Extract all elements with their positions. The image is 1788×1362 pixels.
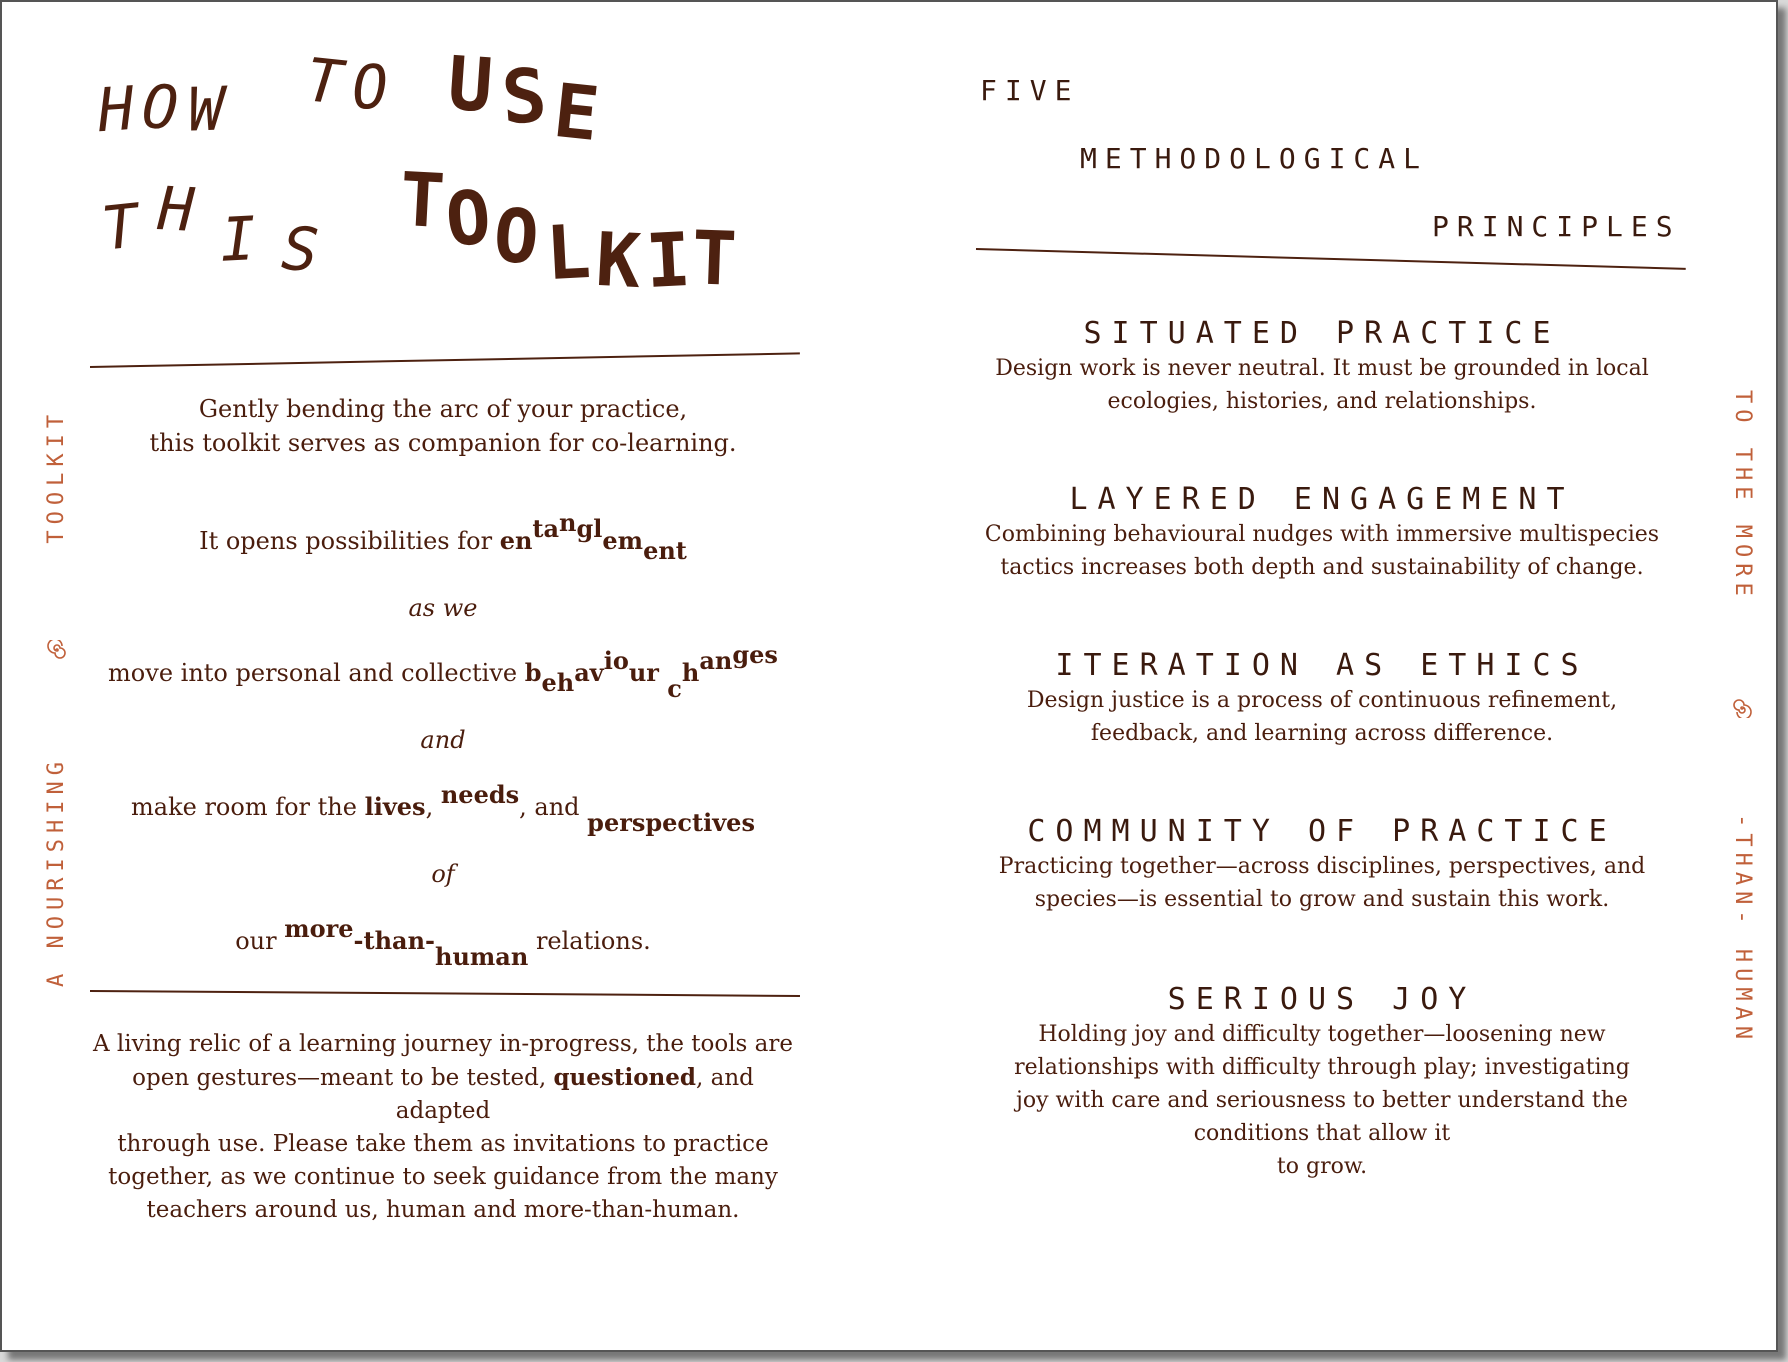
poem-text: make room for the <box>131 793 365 821</box>
intro-line: Gently bending the arc of your practice, <box>198 395 688 423</box>
title-letter: H <box>95 73 137 147</box>
principle-line: Holding joy and difficulty together—loosening new <box>1038 1022 1606 1047</box>
title-letter: W <box>186 74 226 146</box>
header-word: METHODOLOGICAL <box>1080 142 1429 175</box>
closing-line: A living relic of a learning journey in-progress, the tools are <box>92 1031 793 1057</box>
poem-line <box>90 508 796 565</box>
poem-line: of <box>431 860 455 888</box>
poem-text: , and <box>519 793 580 821</box>
emphasis-word: -than- <box>353 926 436 955</box>
principle-title: SITUATED PRACTICE <box>1083 316 1561 351</box>
title-letter: O <box>140 72 180 144</box>
title-letter: I <box>643 216 693 306</box>
principle-title: LAYERED ENGAGEMENT <box>1069 482 1575 517</box>
emphasis-word: perspectives <box>587 808 755 837</box>
header-word: FIVE <box>980 74 1080 107</box>
poem-text: , <box>425 793 434 821</box>
right-margin-running-title <box>1730 390 1755 1045</box>
title-letter: O <box>350 52 390 124</box>
principle-line: conditions that allow it <box>1193 1121 1451 1146</box>
principle-line: to grow. <box>1276 1154 1368 1179</box>
letter-group: en <box>499 526 533 555</box>
running-title-text: TO THE MORE <box>1730 390 1755 602</box>
letter-group: ent <box>643 536 687 565</box>
divider <box>976 248 1686 270</box>
letter-group: ur <box>628 658 659 687</box>
letter-group: eh <box>541 668 575 697</box>
principle-body <box>962 518 1682 584</box>
poem-text: move into personal and collective <box>108 659 525 687</box>
emphasis-word: questioned <box>553 1064 696 1091</box>
intro-line: this toolkit serves as companion for co-learning. <box>149 429 737 457</box>
divider <box>90 352 800 368</box>
title-letter: T <box>397 156 447 246</box>
closing-line: teachers around us, human and more-than-human. <box>146 1197 740 1223</box>
title-letter: O <box>442 174 495 264</box>
poem-line <box>90 780 796 837</box>
principle <box>962 814 1682 916</box>
principle-line: ecologies, histories, and relationships. <box>1107 389 1537 414</box>
letter-group: ta <box>532 514 560 543</box>
title-letter: S <box>499 52 550 142</box>
principle-title: SERIOUS JOY <box>1167 982 1477 1017</box>
letter-group: em <box>602 526 644 555</box>
scattered-word <box>525 640 778 703</box>
running-title-text: A NOURISHING <box>44 756 69 987</box>
spiral-icon <box>47 640 67 660</box>
emphasis-word: needs <box>440 780 520 809</box>
letter-group: gl <box>576 514 603 543</box>
closing-line <box>82 1061 804 1128</box>
principle-title: ITERATION AS ETHICS <box>1055 648 1589 683</box>
letter-group: c <box>658 674 682 703</box>
poem-text: It opens possibilities for <box>199 527 500 555</box>
letter-group: av <box>574 658 604 687</box>
letter-group: an <box>699 646 733 675</box>
title-letter: E <box>549 67 603 159</box>
poem-text: our <box>235 927 285 955</box>
poem-line <box>90 640 796 703</box>
principle-title: COMMUNITY OF PRACTICE <box>1027 814 1617 849</box>
letter-group: io <box>603 646 629 675</box>
letter-group: ges <box>732 640 778 669</box>
title-letter: O <box>491 192 542 282</box>
principle-body <box>962 1018 1682 1183</box>
principle-body <box>962 850 1682 916</box>
poem-line: as we <box>408 594 478 622</box>
principle-line: Practicing together—across disciplines, perspectives, and <box>998 854 1646 879</box>
poem-line: and <box>420 726 466 754</box>
principle <box>962 982 1682 1183</box>
principle-line: feedback, and learning across difference. <box>1090 721 1554 746</box>
divider <box>90 990 800 997</box>
principle-line: Combining behavioural nudges with immersive multispecies <box>984 522 1660 547</box>
left-margin-running-title <box>44 409 69 987</box>
closing-line: through use. Please take them as invitations to practice <box>117 1131 769 1157</box>
header-word: PRINCIPLES <box>1432 210 1681 243</box>
letter-group: n <box>559 508 577 537</box>
principle <box>962 648 1682 750</box>
principle <box>962 316 1682 418</box>
title-letter: H <box>156 174 196 246</box>
principle-line: tactics increases both depth and sustainability of change. <box>1000 555 1644 580</box>
title-letter: K <box>593 216 643 306</box>
title-letter: S <box>279 213 322 287</box>
title-letter: T <box>98 191 142 265</box>
principle-line: relationships with difficulty through play; investigating <box>1014 1055 1630 1080</box>
principle <box>962 482 1682 584</box>
running-title-text: TOOLKIT <box>44 408 69 544</box>
principle-line: joy with care and seriousness to better understand the <box>1016 1088 1628 1113</box>
title-letter: T <box>302 45 346 119</box>
letter-group: h <box>681 658 700 687</box>
closing-paragraph <box>82 1028 804 1227</box>
letter-group: b <box>524 658 542 687</box>
emphasis-word: more <box>284 914 354 943</box>
title-letter: L <box>543 208 593 298</box>
title-letter: T <box>690 215 739 303</box>
poem-text: relations. <box>528 927 651 955</box>
principle-line: species—is essential to grow and sustain this work. <box>1034 887 1610 912</box>
closing-text: open gestures—meant to be tested, <box>132 1065 554 1091</box>
spiral-icon <box>1732 698 1752 718</box>
closing-text: , and adapted <box>395 1065 754 1124</box>
title-letter: I <box>218 204 258 276</box>
running-title-text: -THAN- HUMAN <box>1730 814 1755 1046</box>
poem-line <box>90 914 796 971</box>
scattered-word <box>500 508 687 565</box>
principle-body <box>962 684 1682 750</box>
principle-body <box>962 352 1682 418</box>
emphasis-word: human <box>435 942 529 971</box>
intro-text <box>90 392 796 460</box>
principle-line: Design work is never neutral. It must be grounded in local <box>995 356 1649 381</box>
closing-line: together, as we continue to seek guidance from the many <box>108 1164 778 1190</box>
principle-line: Design justice is a process of continuous refinement, <box>1026 688 1618 713</box>
title-letter: U <box>445 40 496 130</box>
emphasis-word: lives <box>364 792 426 821</box>
